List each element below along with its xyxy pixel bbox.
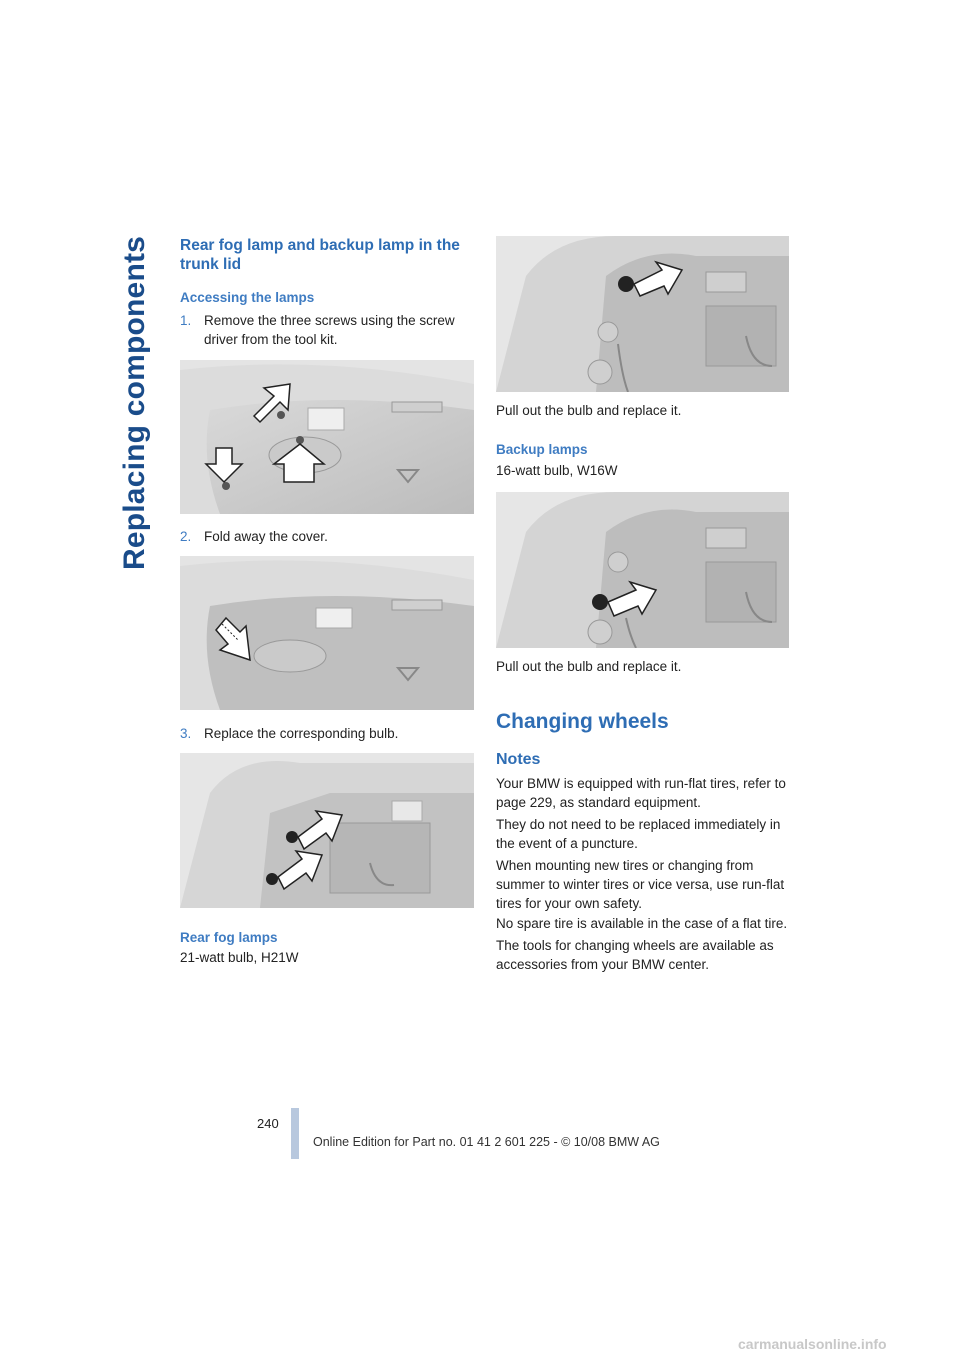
page-number: 240 (257, 1116, 279, 1131)
step-number: 1. (180, 313, 192, 328)
section-title: Rear fog lamp and backup lamp in the trunk lid (180, 237, 460, 273)
pull-out-text-2: Pull out the bulb and replace it. (496, 659, 682, 674)
fold-cover-image (180, 556, 474, 710)
rear-fog-bulb-illustration (496, 236, 789, 392)
step-3 (180, 724, 474, 744)
backup-lamps-text: 16-watt bulb, W16W (496, 463, 618, 478)
backup-bulb-image (496, 492, 789, 648)
pull-out-text-1: Pull out the bulb and replace it. (496, 403, 682, 418)
notes-heading: Notes (496, 751, 541, 768)
replace-bulb-image (180, 753, 474, 908)
footer-bar (291, 1108, 299, 1159)
trunk-lid-screws-illustration (180, 360, 474, 514)
notes-paragraph: No spare tire is available in the case of a flat tire. (496, 916, 788, 931)
fold-cover-illustration (180, 556, 474, 710)
chapter-title-text: Replacing components (118, 235, 151, 570)
subsection-title: Accessing the lamps (180, 290, 315, 305)
step-number: 2. (180, 529, 192, 544)
notes-paragraph: The tools for changing wheels are available as accessories from your BMW center. (496, 938, 774, 972)
changing-wheels-heading: Changing wheels (496, 710, 669, 733)
chapter-sidebar-title (112, 236, 156, 576)
notes-paragraph: When mounting new tires or changing from summer to winter tires or vice versa, use run-flat tires for your own safety. (496, 858, 785, 911)
edition-footer: Online Edition for Part no. 01 41 2 601 225 - © 10/08 BMW AG (313, 1135, 660, 1149)
rear-fog-title: Rear fog lamps (180, 930, 278, 945)
rear-fog-text: 21-watt bulb, H21W (180, 950, 299, 965)
step-text: Remove the three screws using the screw driver from the tool kit. (204, 313, 455, 347)
rear-fog-bulb-image (496, 236, 789, 392)
step-text: Replace the corresponding bulb. (204, 726, 399, 741)
watermark: carmanualsonline.info (738, 1336, 887, 1352)
trunk-lid-screws-image (180, 360, 474, 514)
replace-bulb-illustration (180, 753, 474, 908)
backup-bulb-illustration (496, 492, 789, 648)
notes-paragraph: Your BMW is equipped with run-flat tires, refer to page 229, as standard equipment. (496, 776, 786, 810)
step-1 (180, 311, 474, 351)
backup-lamps-title: Backup lamps (496, 442, 588, 457)
notes-paragraph: They do not need to be replaced immediately in the event of a puncture. (496, 817, 781, 851)
step-text: Fold away the cover. (204, 529, 328, 544)
step-number: 3. (180, 726, 192, 741)
step-2 (180, 527, 474, 547)
